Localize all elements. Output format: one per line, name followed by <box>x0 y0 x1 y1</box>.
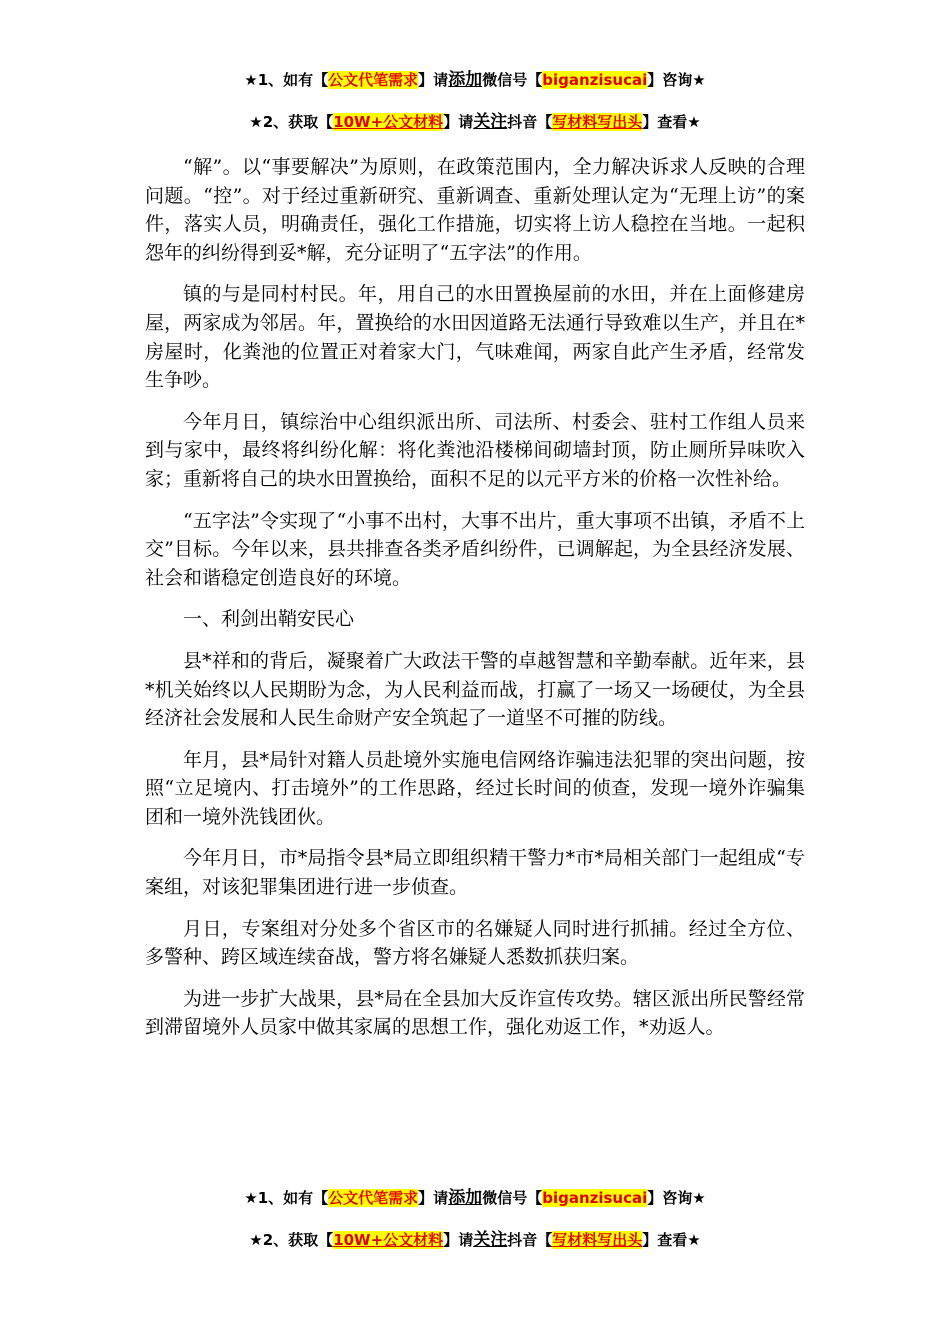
highlight-materials: 10W+公文材料 <box>333 1231 444 1249</box>
underlined-word: 添加 <box>448 1188 483 1208</box>
paragraph: 月日，专案组对分处多个省区市的名嫌疑人同时进行抓捕。经过全方位、多警种、跨区域连续奋战，警方将名嫌疑人悉数抓获归案。 <box>145 917 805 969</box>
top-banner-line-2 <box>0 111 950 133</box>
banner-text: 】请 <box>443 113 474 131</box>
banner-text: ★1、如有【 <box>244 71 329 89</box>
top-banner-line-1 <box>0 69 950 91</box>
banner-text: 抖音【 <box>507 113 553 131</box>
paragraph: 县*祥和的背后，凝聚着广大政法干警的卓越智慧和辛勤奉献。近年来，县*机关始终以人民期盼为念，为人民利益而战，打赢了一场又一场硬仗，为全县经济社会发展和人民生命财产安全筑起了一道坚不可摧的防线。 <box>145 649 805 730</box>
banner-text: 】咨询★ <box>647 71 706 89</box>
banner-text: 】咨询★ <box>647 1189 706 1207</box>
banner-text: 】查看★ <box>642 1231 701 1249</box>
highlight-service: 公文代笔需求 <box>328 1189 419 1207</box>
paragraph: “解”。以“事要解决”为原则，在政策范围内，全力解决诉求人反映的合理问题。“控”。对于经过重新研究、重新调查、重新处理认定为“无理上访”的案件，落实人员，明确责任，强化工作措施，切实将上访人稳控在当地。一起积怨年的纠纷得到妥*解，充分证明了“五字法”的作用。 <box>145 156 805 264</box>
highlight-douyin: 写材料写出头 <box>552 1231 643 1249</box>
banner-text: 】查看★ <box>642 113 701 131</box>
paragraph: “五字法”令实现了“小事不出村，大事不出片，重大事项不出镇，矛盾不上交”目标。今年以来，县共排查各类矛盾纠纷件，已调解起，为全县经济发展、社会和谐稳定创造良好的环境。 <box>145 509 805 589</box>
banner-text: ★1、如有【 <box>244 1189 329 1207</box>
banner-text: 微信号【 <box>482 71 543 89</box>
banner-text: 】请 <box>443 1231 474 1249</box>
highlight-service: 公文代笔需求 <box>328 71 419 89</box>
highlight-wechat-id: biganzisucai <box>542 1189 648 1207</box>
paragraph: 为进一步扩大战果，县*局在全县加大反诈宣传攻势。辖区派出所民警经常到滞留境外人员家中做其家属的思想工作，强化劝返工作，*劝返人。 <box>145 987 805 1039</box>
banner-text: 】请 <box>418 71 449 89</box>
underlined-word: 添加 <box>448 70 483 90</box>
underlined-word: 关注 <box>473 112 508 132</box>
bottom-banner-line-1 <box>0 1187 950 1209</box>
paragraph: 今年月日，市*局指令县*局立即组织精干警力*市*局相关部门一起组成“专案组，对该犯罪集团进行进一步侦查。 <box>145 847 805 899</box>
section-heading: 一、利剑出鞘安民心 <box>183 608 355 631</box>
underlined-word: 关注 <box>473 1230 508 1250</box>
banner-text: 】请 <box>418 1189 449 1207</box>
paragraph: 今年月日，镇综治中心组织派出所、司法所、村委会、驻村工作组人员来到与家中，最终将纠纷化解：将化粪池沿楼梯间砌墙封顶，防止厕所异味吹入家；重新将自己的块水田置换给，面积不足的以元平方米的价格一次性补给。 <box>145 410 805 490</box>
banner-text: 微信号【 <box>482 1189 543 1207</box>
banner-text: 抖音【 <box>507 1231 553 1249</box>
highlight-materials: 10W+公文材料 <box>333 113 444 131</box>
paragraph: 年月，县*局针对籍人员赴境外实施电信网络诈骗违法犯罪的突出问题，按照“立足境内、打击境外”的工作思路，经过长时间的侦查，发现一境外诈骗集团和一境外洗钱团伙。 <box>145 748 805 828</box>
paragraph: 镇的与是同村村民。年，用自己的水田置换屋前的水田，并在上面修建房屋，两家成为邻居。年，置换给的水田因道路无法通行导致难以生产，并且在*房屋时，化粪池的位置正对着家大门，气味难闻，两家自此产生矛盾，经常发生争吵。 <box>145 283 805 392</box>
banner-text: ★2、获取【 <box>249 1231 334 1249</box>
banner-text: ★2、获取【 <box>249 113 334 131</box>
highlight-douyin: 写材料写出头 <box>552 113 643 131</box>
bottom-banner-line-2 <box>0 1229 950 1251</box>
highlight-wechat-id: biganzisucai <box>542 71 648 89</box>
document-body <box>145 153 805 1055</box>
